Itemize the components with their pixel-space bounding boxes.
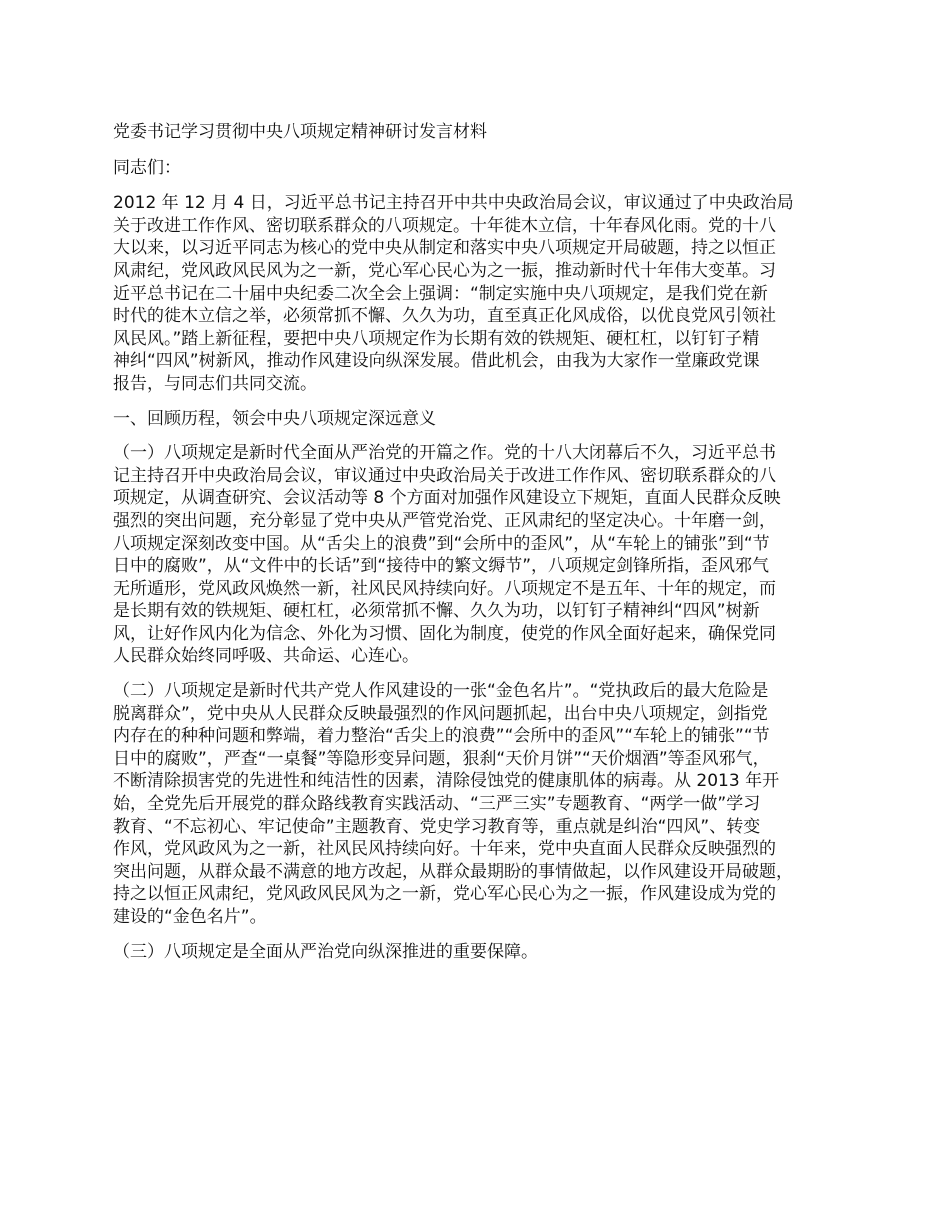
paragraph-line: 教育、“不忘初心、牢记使命”主题教育、党史学习教育等，重点就是纠治“四风”、转变	[113, 816, 761, 837]
paragraph-line: （一）八项规定是新时代全面从严治党的开篇之作。党的十八大闭幕后不久，习近平总书	[113, 443, 776, 464]
paragraph-line: 记主持召开中央政治局会议，审议通过中央政治局关于改进工作作风、密切联系群众的八	[113, 465, 776, 486]
paragraph-line: 风肃纪，党风政风民风为之一新，党心军心民心为之一振，推动新时代十年伟大变革。习	[113, 260, 776, 281]
paragraph-line: 内存在的种种问题和弊端，着力整治“舌尖上的浪费”“会所中的歪风”“车轮上的铺张”“节	[113, 726, 770, 747]
paragraph-line: 持之以恒正风肃纪，党风政风民风为之一新，党心军心民心为之一振，作风建设成为党的	[113, 884, 776, 905]
paragraph-line: 大以来，以习近平同志为核心的党中央从制定和落实中央八项规定开局破题，持之以恒正	[113, 238, 776, 259]
paragraph-line: 始，全党先后开展党的群众路线教育实践活动、“三严三实”专题教育、“两学一做”学习	[113, 794, 761, 815]
salutation: 同志们：	[113, 157, 181, 178]
paragraph-line: 日中的腐败”，严查“一桌餐”等隐形变异问题，狠刹“天价月饼”“天价烟酒”等歪风邪气，	[113, 748, 770, 769]
paragraph-line: 关于改进工作作风、密切联系群众的八项规定。十年徙木立信，十年春风化雨。党的十八	[113, 215, 776, 236]
paragraph-point-3: （三）八项规定是全面从严治党向纵深推进的重要保障。	[113, 941, 538, 962]
paragraph-line: 近平总书记在二十届中央纪委二次全会上强调：“制定实施中央八项规定，是我们党在新	[113, 283, 768, 304]
paragraph-line: 神纠“四风”树新风，推动作风建设向纵深发展。借此机会，由我为大家作一堂廉政党课	[113, 351, 760, 372]
paragraph-point-1	[113, 442, 855, 668]
paragraph-line: 风，让好作风内化为信念、外化为习惯、固化为制度，使党的作风全面好起来，确保党同	[113, 623, 776, 644]
paragraph-line: 日中的腐败”，从“文件中的长话”到“接待中的繁文缛节”，八项规定剑锋所指，歪风邪气	[113, 556, 770, 577]
paragraph-line: 突出问题，从群众最不满意的地方改起，从群众最期盼的事情做起，以作风建设开局破题，	[113, 861, 793, 882]
paragraph-line: 强烈的突出问题，充分彰显了党中央从严管党治党、正风肃纪的坚定决心。十年磨一剑，	[113, 510, 776, 531]
section-heading: 一、回顾历程，领会中央八项规定深远意义	[113, 408, 436, 429]
paragraph-line: 2012 年 12 月 4 日，习近平总书记主持召开中共中央政治局会议，审议通过了中央政治局	[113, 193, 794, 214]
document-page	[113, 121, 855, 975]
paragraph-line: 建设的“金色名片”。	[113, 907, 267, 927]
paragraph-line: 人民群众始终同呼吸、共命运、心连心。	[113, 646, 419, 667]
paragraph-line: 无所遁形，党风政风焕然一新，社风民风持续向好。八项规定不是五年、十年的规定，而	[113, 578, 776, 599]
paragraph-line: 风民风。”踏上新征程，要把中央八项规定作为长期有效的铁规矩、硬杠杠，以钉钉子精	[113, 328, 760, 349]
paragraph-line: 报告，与同志们共同交流。	[113, 373, 317, 394]
paragraph-line: 项规定，从调查研究、会议活动等 8 个方面对加强作风建设立下规矩，直面人民群众反映	[113, 488, 781, 509]
paragraph-point-2	[113, 680, 855, 929]
paragraph-line: 脱离群众”，党中央从人民群众反映最强烈的作风问题抓起，出台中央八项规定，剑指党	[113, 703, 768, 724]
paragraph-line: 是长期有效的铁规矩、硬杠杠，必须常抓不懈、久久为功，以钉钉子精神纠“四风”树新	[113, 601, 760, 622]
paragraph-line: 作风，党风政风为之一新，社风民风持续向好。十年来，党中央直面人民群众反映强烈的	[113, 839, 776, 860]
paragraph-line: （二）八项规定是新时代共产党人作风建设的一张“金色名片”。“党执政后的最大危险是	[113, 681, 769, 702]
paragraph-line: 时代的徙木立信之举，必须常抓不懈、久久为功，直至真正化风成俗，以优良党风引领社	[113, 306, 776, 327]
paragraph-line: 八项规定深刻改变中国。从“舌尖上的浪费”到“会所中的歪风”，从“车轮上的铺张”到“节	[113, 533, 770, 554]
intro-paragraph	[113, 192, 855, 395]
paragraph-line: 不断清除损害党的先进性和纯洁性的因素，清除侵蚀党的健康肌体的病毒。从 2013 年开	[113, 771, 780, 792]
document-title: 党委书记学习贯彻中央八项规定精神研讨发言材料	[113, 122, 487, 142]
